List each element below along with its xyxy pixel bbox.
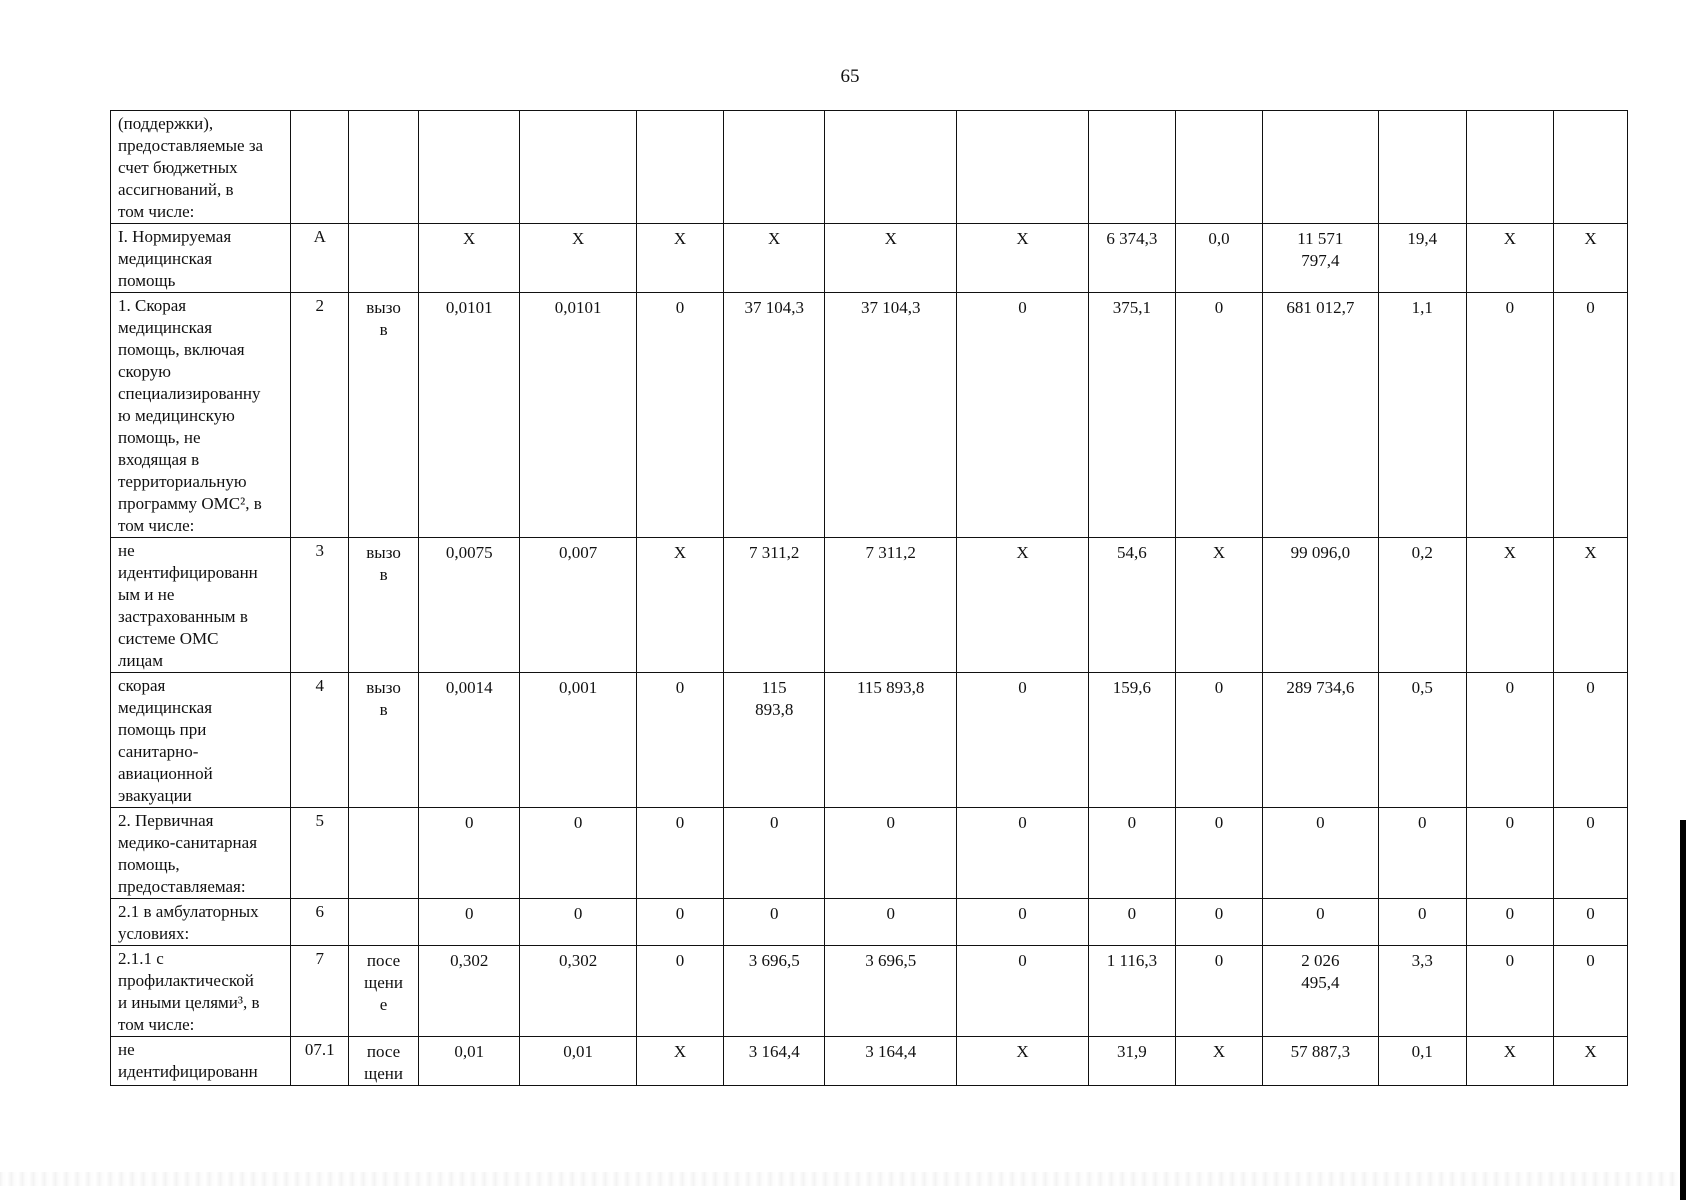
cell-value: 0 <box>1214 951 1224 970</box>
table-cell <box>1175 111 1262 224</box>
cell-value: Х <box>1503 1042 1516 1061</box>
table-cell <box>520 673 637 808</box>
table-cell <box>957 673 1089 808</box>
row-unit-text: вызо в <box>366 298 401 339</box>
table-cell <box>724 224 825 293</box>
table-cell <box>825 946 957 1037</box>
table-cell <box>1553 808 1627 899</box>
table-cell <box>1466 111 1553 224</box>
cell-value: 0 <box>1505 298 1515 317</box>
table-cell <box>419 673 520 808</box>
row-code-text: А <box>313 227 326 246</box>
cell-value: 0 <box>1214 298 1224 317</box>
cell-value: Х <box>673 543 687 562</box>
table-cell <box>1088 224 1175 293</box>
cell-value: Х <box>1503 543 1516 562</box>
cell-value: 0 <box>1127 813 1137 832</box>
table-cell <box>1553 293 1627 538</box>
table-cell <box>1466 1037 1553 1086</box>
row-unit <box>349 899 419 946</box>
cell-value: 0 <box>573 904 583 923</box>
cell-value: 3,3 <box>1411 951 1433 970</box>
table-body <box>111 111 1628 1086</box>
table-cell <box>1263 673 1379 808</box>
cell-value: 37 104,3 <box>860 298 921 317</box>
row-code <box>291 946 349 1037</box>
cell-value: 6 374,3 <box>1106 229 1158 248</box>
cell-value: Х <box>1212 1042 1226 1061</box>
cell-value: 7 311,2 <box>865 543 916 562</box>
table-row <box>111 1037 1628 1086</box>
cell-value: 159,6 <box>1112 678 1152 697</box>
table-cell <box>520 293 637 538</box>
table-cell <box>825 538 957 673</box>
row-code <box>291 808 349 899</box>
cell-value: 375,1 <box>1112 298 1152 317</box>
cell-value: 0,5 <box>1411 678 1433 697</box>
cell-value: 0,007 <box>559 543 598 562</box>
cell-value: 0,302 <box>559 951 598 970</box>
row-unit <box>349 946 419 1037</box>
row-code <box>291 293 349 538</box>
row-unit <box>349 111 419 224</box>
row-unit <box>349 293 419 538</box>
cell-value: Х <box>1584 1042 1597 1061</box>
table-cell <box>724 673 825 808</box>
cell-value: 3 696,5 <box>865 951 917 970</box>
table-cell <box>1088 673 1175 808</box>
table-cell <box>957 946 1089 1037</box>
cell-value: Х <box>768 229 781 248</box>
cell-value: 0 <box>1505 813 1515 832</box>
cell-value: Х <box>1016 229 1029 248</box>
table-cell <box>1553 538 1627 673</box>
table-cell <box>1175 946 1262 1037</box>
row-unit <box>349 1037 419 1086</box>
cell-value: Х <box>1584 543 1597 562</box>
table-cell <box>825 293 957 538</box>
cell-value: 0,0075 <box>445 543 493 562</box>
row-code-text: 07.1 <box>304 1040 335 1059</box>
row-label-text: (поддержки), предоставляемые за счет бюджетных ассигнований, в том числе: <box>118 114 264 221</box>
cell-value: 57 887,3 <box>1290 1042 1351 1061</box>
table-cell <box>957 538 1089 673</box>
row-code-text: 5 <box>315 811 324 830</box>
row-label <box>111 111 291 224</box>
cell-value: 0 <box>1586 298 1595 317</box>
table-cell <box>636 538 723 673</box>
table-cell <box>957 808 1089 899</box>
cell-value: Х <box>1016 543 1029 562</box>
cell-value: 1,1 <box>1411 298 1433 317</box>
table-cell <box>957 111 1089 224</box>
row-code-text: 2 <box>315 296 324 315</box>
cell-value: 0 <box>1127 904 1137 923</box>
cell-value: 0 <box>1505 678 1515 697</box>
row-code <box>291 899 349 946</box>
table-cell <box>724 293 825 538</box>
table-cell <box>1378 224 1466 293</box>
cell-value: 0 <box>1586 904 1595 923</box>
table-cell <box>1088 1037 1175 1086</box>
table-cell <box>724 808 825 899</box>
table-cell <box>1466 808 1553 899</box>
cell-value: 0 <box>675 904 685 923</box>
table-row <box>111 808 1628 899</box>
table-cell <box>724 538 825 673</box>
cell-value: Х <box>673 1042 687 1061</box>
table-cell <box>724 899 825 946</box>
cell-value: 0 <box>1214 813 1224 832</box>
table-cell <box>1466 946 1553 1037</box>
table-cell <box>419 224 520 293</box>
table-cell <box>419 899 520 946</box>
table-cell <box>419 111 520 224</box>
table-cell <box>520 946 637 1037</box>
cell-value: 0 <box>1018 813 1027 832</box>
table-cell <box>1263 538 1379 673</box>
table-cell <box>636 808 723 899</box>
row-unit <box>349 538 419 673</box>
row-label <box>111 1037 291 1086</box>
cell-value: 115 893,8 <box>857 678 925 697</box>
cell-value: 0,2 <box>1411 543 1433 562</box>
table-cell <box>1263 946 1379 1037</box>
table-cell <box>1175 899 1262 946</box>
table-cell <box>1466 224 1553 293</box>
cell-value: 0,0101 <box>554 298 602 317</box>
cell-value: 0 <box>675 951 685 970</box>
row-unit <box>349 673 419 808</box>
table-cell <box>636 899 723 946</box>
cell-value: 681 012,7 <box>1286 298 1355 317</box>
page-number: 65 <box>840 66 860 87</box>
cell-value: 0,01 <box>563 1042 593 1061</box>
table-cell <box>1175 293 1262 538</box>
cell-value: 0 <box>769 904 779 923</box>
cell-value: 0 <box>675 813 685 832</box>
table-cell <box>825 899 957 946</box>
row-code-text: 3 <box>315 541 324 560</box>
table-cell <box>825 673 957 808</box>
cell-value: 0 <box>675 298 685 317</box>
cell-value: Х <box>571 229 585 248</box>
page-edge-shadow <box>1680 820 1686 1200</box>
cell-value: 0 <box>1018 298 1027 317</box>
table-row <box>111 673 1628 808</box>
cell-value: 0 <box>769 813 779 832</box>
cell-value: 0 <box>1316 813 1325 832</box>
row-label <box>111 538 291 673</box>
cell-value: 0 <box>1586 813 1595 832</box>
table-cell <box>825 111 957 224</box>
table-cell <box>1378 673 1466 808</box>
table-cell <box>1088 946 1175 1037</box>
row-unit-text: вызо в <box>366 543 401 584</box>
table-cell <box>1466 293 1553 538</box>
row-label <box>111 673 291 808</box>
table-cell <box>957 899 1089 946</box>
table-cell <box>1553 224 1627 293</box>
table-cell <box>419 1037 520 1086</box>
row-label-text: 2.1.1 с профилактической и иными целями³, в том числе: <box>118 949 260 1034</box>
table-cell <box>419 293 520 538</box>
row-code <box>291 224 349 293</box>
table-cell <box>636 673 723 808</box>
table-cell <box>1378 293 1466 538</box>
row-code <box>291 538 349 673</box>
cell-value: 19,4 <box>1407 229 1438 248</box>
table-cell <box>636 293 723 538</box>
table-cell <box>520 808 637 899</box>
table-cell <box>1175 673 1262 808</box>
table-cell <box>1466 673 1553 808</box>
cell-value: 0 <box>1505 904 1515 923</box>
table-cell <box>419 808 520 899</box>
cell-value: 0 <box>1018 904 1027 923</box>
cell-value: 0 <box>1018 951 1027 970</box>
table-row <box>111 899 1628 946</box>
table-cell <box>636 1037 723 1086</box>
table-cell <box>1088 808 1175 899</box>
row-label <box>111 224 291 293</box>
table-cell <box>1263 111 1379 224</box>
row-code <box>291 111 349 224</box>
cell-value: Х <box>1016 1042 1029 1061</box>
scan-noise <box>0 1172 1686 1186</box>
cell-value: 289 734,6 <box>1286 678 1355 697</box>
cell-value: 0,1 <box>1411 1042 1433 1061</box>
cell-value: 0 <box>464 813 474 832</box>
row-label-text: 2. Первичная медико-санитарная помощь, предоставляемая: <box>118 811 258 896</box>
table-cell <box>1088 899 1175 946</box>
cell-value: 54,6 <box>1117 543 1147 562</box>
row-unit-text: посе щени <box>364 1042 403 1083</box>
cell-value: 3 164,4 <box>748 1042 800 1061</box>
cell-value: 1 116,3 <box>1106 951 1158 970</box>
table-cell <box>1378 946 1466 1037</box>
table-cell <box>825 224 957 293</box>
table-cell <box>1175 224 1262 293</box>
row-code <box>291 673 349 808</box>
table-cell <box>520 111 637 224</box>
row-code-text: 6 <box>315 902 324 921</box>
cell-value: 0 <box>1417 904 1427 923</box>
table-cell <box>636 111 723 224</box>
cell-value: 2 026 495,4 <box>1301 951 1340 992</box>
row-label-text: 2.1 в амбулаторных условиях: <box>118 902 259 943</box>
table-cell <box>825 808 957 899</box>
table-cell <box>1175 1037 1262 1086</box>
table-row <box>111 946 1628 1037</box>
cell-value: Х <box>1503 229 1516 248</box>
row-label-text: скорая медицинская помощь при санитарно- авиационной эвакуации <box>118 676 213 805</box>
cell-value: 0 <box>1214 904 1224 923</box>
cell-value: 0,0101 <box>445 298 493 317</box>
financing-table <box>110 110 1628 1086</box>
cell-value: 0,0014 <box>445 678 493 697</box>
table-cell <box>1553 1037 1627 1086</box>
cell-value: 115 893,8 <box>755 678 794 719</box>
table-cell <box>957 293 1089 538</box>
cell-value: 31,9 <box>1117 1042 1147 1061</box>
row-unit-text: посе щени е <box>364 951 403 1014</box>
row-label-text: 1. Скорая медицинская помощь, включая скорую специализированну ю медицинскую помощь, не входящая в территориальную программу ОМС², в том числе: <box>118 296 262 535</box>
cell-value: 0 <box>573 813 583 832</box>
table-cell <box>1175 538 1262 673</box>
table-cell <box>1466 538 1553 673</box>
cell-value: 7 311,2 <box>749 543 800 562</box>
table-cell <box>724 946 825 1037</box>
table-cell <box>1553 673 1627 808</box>
cell-value: 0,001 <box>559 678 598 697</box>
table-cell <box>1553 946 1627 1037</box>
row-code-text: 7 <box>315 949 324 968</box>
table-cell <box>1378 899 1466 946</box>
table-cell <box>1378 538 1466 673</box>
table-cell <box>1263 224 1379 293</box>
table-cell <box>520 224 637 293</box>
cell-value: 0 <box>1417 813 1427 832</box>
table-cell <box>957 224 1089 293</box>
table-row <box>111 538 1628 673</box>
cell-value: 0,302 <box>450 951 489 970</box>
table-cell <box>636 946 723 1037</box>
table-row <box>111 293 1628 538</box>
row-label <box>111 808 291 899</box>
cell-value: 0 <box>1586 678 1595 697</box>
table-cell <box>1263 808 1379 899</box>
row-label-text: не идентифицированн ым и не застрахованным в системе ОМС лицам <box>118 541 258 670</box>
table-cell <box>957 1037 1089 1086</box>
cell-value: Х <box>463 229 476 248</box>
table-cell <box>1175 808 1262 899</box>
table-cell <box>1263 1037 1379 1086</box>
row-code <box>291 1037 349 1086</box>
cell-value: 3 696,5 <box>748 951 800 970</box>
cell-value: Х <box>884 229 897 248</box>
row-label <box>111 899 291 946</box>
cell-value: Х <box>1584 229 1597 248</box>
cell-value: 99 096,0 <box>1290 543 1351 562</box>
cell-value: 0,01 <box>454 1042 485 1061</box>
table-cell <box>1378 1037 1466 1086</box>
row-unit <box>349 224 419 293</box>
cell-value: 11 571 797,4 <box>1297 229 1344 270</box>
cell-value: 0 <box>1214 678 1224 697</box>
table-cell <box>520 899 637 946</box>
cell-value: 0 <box>1316 904 1325 923</box>
cell-value: 0 <box>464 904 474 923</box>
row-code-text: 4 <box>315 676 324 695</box>
row-unit-text: вызо в <box>366 678 401 719</box>
table-cell <box>520 538 637 673</box>
cell-value: 0,0 <box>1208 229 1230 248</box>
row-label <box>111 946 291 1037</box>
cell-value: 0 <box>1586 951 1595 970</box>
table-cell <box>419 538 520 673</box>
cell-value: 0 <box>886 904 895 923</box>
row-unit <box>349 808 419 899</box>
row-label <box>111 293 291 538</box>
table-cell <box>825 1037 957 1086</box>
table-cell <box>520 1037 637 1086</box>
table-cell <box>1263 899 1379 946</box>
table-cell <box>419 946 520 1037</box>
cell-value: 0 <box>886 813 895 832</box>
table-cell <box>1088 111 1175 224</box>
cell-value: 3 164,4 <box>865 1042 917 1061</box>
table-cell <box>1378 111 1466 224</box>
table-cell <box>1553 899 1627 946</box>
row-label-text: не идентифицированн <box>118 1040 258 1081</box>
table-cell <box>1088 538 1175 673</box>
cell-value: 0 <box>675 678 685 697</box>
cell-value: 0 <box>1018 678 1027 697</box>
table-row <box>111 111 1628 224</box>
table-cell <box>636 224 723 293</box>
cell-value: 0 <box>1505 951 1515 970</box>
row-label-text: I. Нормируемая медицинская помощь <box>118 227 232 290</box>
cell-value: Х <box>673 229 687 248</box>
table-cell <box>1378 808 1466 899</box>
table-cell <box>1263 293 1379 538</box>
table-cell <box>724 1037 825 1086</box>
table-cell <box>724 111 825 224</box>
table-row <box>111 224 1628 293</box>
table-cell <box>1553 111 1627 224</box>
table-cell <box>1466 899 1553 946</box>
cell-value: 37 104,3 <box>744 298 804 317</box>
cell-value: Х <box>1212 543 1226 562</box>
table-cell <box>1088 293 1175 538</box>
